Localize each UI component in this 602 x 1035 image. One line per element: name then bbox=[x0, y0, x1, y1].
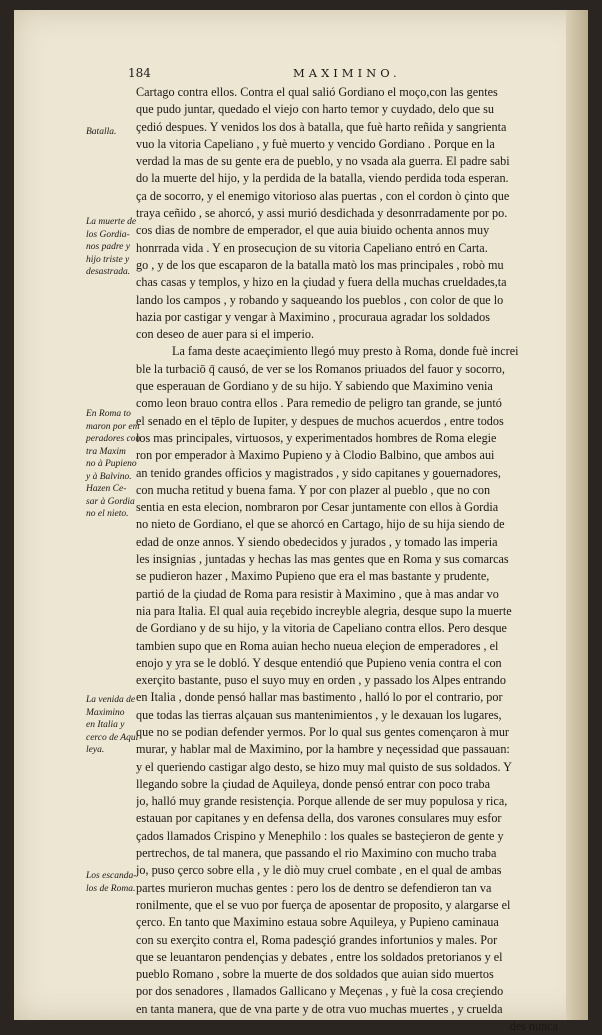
text-line: en Italia , donde pensó hallar mas bastimento , halló lo por el contrario, por bbox=[136, 690, 503, 705]
text-line: ron por emperador à Maximo Pupieno y à Clodio Balbino, que ambos aui bbox=[136, 448, 495, 463]
marginal-note-line: en Italia y bbox=[86, 720, 125, 730]
marginal-note-line: Batalla. bbox=[86, 127, 117, 137]
text-line: no nieto de Gordiano, el que se ahorcó en Cartago, hijo de su hija siendo de bbox=[136, 517, 505, 532]
marginal-note-line: cerco de Aqui bbox=[86, 732, 139, 743]
text-line: pertrechos, de tal manera, que passando el rio Maximino con mucho traba bbox=[136, 846, 497, 861]
page-number: 184 bbox=[128, 66, 151, 80]
text-line: que pudo juntar, quedado el viejo con harto temor y cuydado, delo que su bbox=[136, 102, 494, 117]
text-line: vuo la vitoria Capeliano , y fuè muerto y vencido Gordiano . Porque en la bbox=[136, 136, 495, 151]
text-line: que no se podian defender yermos. Por lo qual sus gentes començaron à mur bbox=[136, 724, 509, 739]
text-line: edad de onze annos. Y siendo obedecidos y jurados , y tomado las imperia bbox=[136, 534, 498, 549]
text-line: traya ceñido , se ahorcó, y assi murió desdichada y desonrradamente por po. bbox=[136, 206, 508, 221]
text-line: ronilmente, que el se vuo por fuerça de aposentar de proposito, y alargarse el bbox=[136, 897, 511, 912]
text-line: do la muerte del hijo, y la perdida de la batalla, viendo perdida toda esperan. bbox=[136, 171, 509, 186]
text-line: Cartago contra ellos. Contra el qual salió Gordiano el moço,con las gentes bbox=[136, 85, 498, 99]
text-line: partes murieron muchas gentes : pero los de dentro se defendieron tan va bbox=[136, 880, 492, 895]
text-line: con deseo de auer para si el imperio. bbox=[136, 327, 314, 342]
text-line: se pudieron hazer , Maximo Pupieno que era el mas bastante y prudente, bbox=[136, 569, 490, 584]
text-line: los mas principales, virtuosos, y experimentados hombres de Roma elegie bbox=[136, 430, 497, 445]
text-line: çados llamados Crispino y Menephilo : los quales se basteçieron de gente y bbox=[136, 828, 504, 843]
text-line: cos dias de nombre de emperador, el que auia biuido ochenta annos muy bbox=[136, 223, 490, 238]
marginal-note-line: En Roma to bbox=[86, 409, 131, 419]
text-line: ça de socorro, y el enemigo vitorioso alas puertas , con el cordon ò çinto que bbox=[136, 188, 510, 203]
text-line: jo, puso çerco sobre ella , y le diò muy cruel combate , en el qual de ambas bbox=[136, 863, 502, 878]
text-line: honrrada vida . Y en prosecuçion de su vitoria Capeliano entró en Carta. bbox=[136, 240, 488, 255]
marginal-note-line: Los escanda- bbox=[86, 871, 137, 881]
marginal-note-line: tra Maxim bbox=[86, 446, 126, 457]
text-line: ble la turbaciō q̄ causó, de ver se los Romanos priuados del fauor y socorro, bbox=[136, 361, 505, 376]
text-line: el senado en el tēplo de Iupiter, y despues de muchos acuerdos , entre todos bbox=[136, 413, 504, 428]
text-line: y el queriendo castigar algo desto, se hizo muy mal quisto de sus soldados. Y bbox=[136, 759, 512, 774]
text-line: sentia en esta elecion, nombraron por Cesar juntamente con ellos à Gordia bbox=[136, 500, 499, 515]
text-line: con mucha retitud y buena fama. Y por con plazer al pueblo , que no con bbox=[136, 482, 491, 497]
marginal-note-line: los Gordia- bbox=[86, 229, 130, 240]
page-gutter bbox=[566, 10, 588, 1020]
text-line: pueblo Romano , sobre la muerte de dos soldados que auian sido muertos bbox=[136, 967, 494, 982]
text-line: tambien supo que en Roma auian hecho nueua eleçion de emperadores , el bbox=[136, 638, 499, 653]
marginal-note-line: no à Pupieno bbox=[86, 459, 137, 469]
text-line: con su exerçito contra el, Roma padesçió grandes infortunios y males. Por bbox=[136, 932, 498, 947]
text-line: partió de la çiudad de Roma para resistir à Maximino , que à mas andar vo bbox=[136, 586, 499, 601]
text-line: en tanta manera, que de vna parte y de otra vuo muchas muertes , y cruelda bbox=[136, 1001, 503, 1016]
marginal-note-line: hijo triste y bbox=[86, 254, 130, 265]
text-line: verdad la mas de su gente era de pueblo, y no vsada ala guerra. El padre sabi bbox=[136, 154, 510, 169]
marginal-note-line: desastrada. bbox=[86, 267, 131, 277]
text-line: nia para Italia. El qual auia reçebido increyble alegria, desque supo la muerte bbox=[136, 603, 512, 618]
marginal-note-line: Hazen Ce- bbox=[86, 484, 127, 494]
marginal-note-line: Maximino bbox=[86, 707, 125, 718]
text-line: La fama deste acaeçimiento llegó muy presto à Roma, donde fuè increi bbox=[172, 344, 519, 359]
marginal-note-line: y à Balvino. bbox=[86, 471, 132, 482]
text-line: des nunca bbox=[509, 1019, 558, 1034]
text-line: que se leuantaron pendençias y debates , entre los soldados pretorianos y el bbox=[136, 949, 503, 964]
text-line: por dos senadores , llamados Gallicano y Meçenas , y fuè la cosa creçiendo bbox=[136, 984, 504, 999]
text-line: lando los campos , y robando y saqueando los pueblos , con color de que lo bbox=[136, 292, 504, 307]
marginal-note-line: los de Roma. bbox=[86, 883, 136, 894]
text-line: murar, y hablar mal de Maximino, por la hambre y neçessidad que passauan: bbox=[136, 742, 510, 757]
page-header bbox=[128, 66, 568, 86]
marginal-note-line: no el nieto. bbox=[86, 509, 129, 519]
text-line: estauan por capitanes y en defensa della, dos varones consulares muy esfor bbox=[136, 811, 502, 826]
text-line: exerçito bastante, puso el suyo muy en orden , y passado los Alpes entrando bbox=[136, 673, 506, 688]
text-line: les insignias , juntadas y hechas las mas gentes que en Roma y sus comarcas bbox=[136, 552, 509, 567]
text-line: llegando sobre la çiudad de Aquileya, donde pensó entrar con poco traba bbox=[136, 776, 490, 791]
marginal-note-line: La muerte de bbox=[86, 217, 137, 227]
text-line: chas casas y templos, y hizo en la çiudad y fuera della muchas crueldades,ta bbox=[136, 275, 507, 290]
marginal-note-line: peradores con bbox=[86, 434, 141, 444]
text-line: que esperauan de Gordiano y de su hijo. Y sabiendo que Maximino venia bbox=[136, 379, 493, 394]
marginal-note-line: sar à Gordia bbox=[86, 496, 135, 507]
marginal-note-line: La venida de bbox=[86, 695, 136, 705]
text-line: çedió despues. Y venidos los dos à batalla, que fuè harto reñida y sangrienta bbox=[136, 119, 507, 134]
text-line: go , y de los que escaparon de la batalla matò los mas principales , robò mu bbox=[136, 257, 504, 272]
marginal-note-line: maron por em bbox=[86, 421, 140, 432]
text-line: como leon brauo contra ellos . Para remedio de peligro tan grande, se juntó bbox=[136, 396, 502, 411]
text-line: hazia por castigar y vengar à Maximino , procuraua agradar los soldados bbox=[136, 309, 490, 324]
text-line: enojo y yra se le dobló. Y desque entendió que Pupieno venia contra el con bbox=[136, 655, 502, 670]
text-line: jo, halló muy grande resistençia. Porque allende de ser muy populosa y rica, bbox=[136, 794, 508, 809]
text-line: de Gordiano y de su hijo, y la vitoria de Capeliano contra ellos. Pero desque bbox=[136, 621, 507, 636]
marginal-note-line: nos padre y bbox=[86, 242, 130, 252]
text-line: que todas las tierras alçauan sus mantenimientos , y le dexauan los lugares, bbox=[136, 707, 502, 722]
body-text bbox=[136, 84, 566, 1035]
text-line: an tenido grandes officios y magistrados , y sido capitanes y gouernadores, bbox=[136, 465, 501, 480]
text-line: çerco. En tanto que Maximino estaua sobre Aquileya, y Pupieno caminaua bbox=[136, 915, 499, 930]
marginal-note-line: leya. bbox=[86, 745, 105, 755]
running-title: MAXIMINO. bbox=[293, 66, 401, 80]
